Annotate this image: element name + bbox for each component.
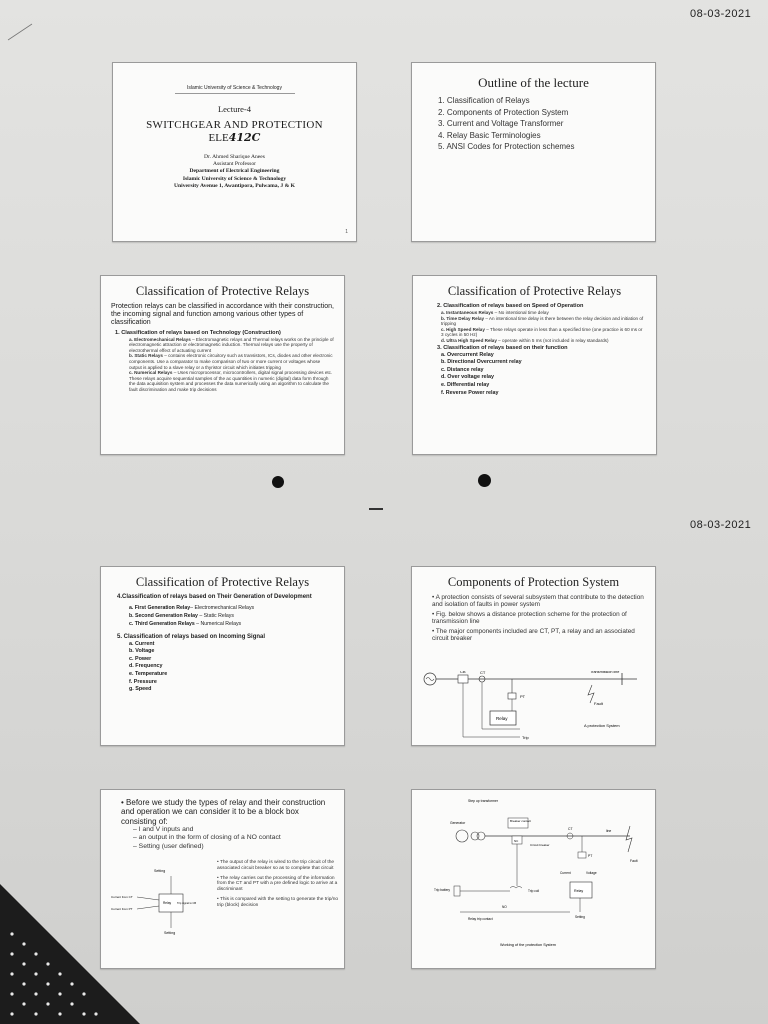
outline-item: 3. Current and Voltage Transformer	[438, 119, 564, 128]
list-item: e. Differential relay	[441, 381, 490, 388]
working-protection-diagram	[420, 796, 645, 961]
slide-components	[411, 566, 656, 746]
section-heading: 3. Classification of relays based on their function	[437, 344, 568, 351]
svg-text:Relay: Relay	[496, 716, 508, 721]
svg-text:CB: CB	[460, 671, 466, 674]
lecturer-designation: Assistant Professor	[212, 161, 257, 168]
svg-text:Relay: Relay	[574, 889, 584, 893]
page-number: 1	[345, 229, 348, 235]
course-code-prefix: ELE	[208, 132, 229, 144]
diagram-caption: Working of the protection System	[500, 943, 556, 947]
divider	[175, 93, 295, 94]
slide-title: Classification of Protective Relays	[135, 575, 310, 589]
svg-text:Circuit breaker: Circuit breaker	[530, 843, 550, 847]
date-middle: 08-03-2021	[690, 519, 752, 531]
svg-text:Breaker contact: Breaker contact	[510, 819, 532, 823]
svg-text:Trip signal to CB: Trip signal to CB	[177, 902, 197, 905]
list-item: a. First Generation Relay– Electromechanical Relays	[129, 604, 255, 611]
section-heading: 2. Classification of relays based on Speed of Operation	[437, 303, 584, 309]
svg-text:Setting: Setting	[164, 931, 176, 935]
svg-text:NC: NC	[514, 839, 519, 843]
list-item: b. Directional Overcurrent relay	[441, 359, 522, 366]
protection-system-diagram	[422, 671, 647, 741]
svg-text:Trip: Trip	[522, 735, 529, 740]
list-item: a. Electromechanical Relays – Electromagnetic relays and Thermal relays works on the principle of electromagnetic attraction or electromagnetic induction. Thermal relays use the property of electrothermal effect of actuating current	[129, 336, 334, 353]
svg-text:Current from PT: Current from PT	[111, 907, 133, 911]
bullet-item: • Before we study the types of relay and their construction and operation we can consider it to be a block box consisting of:	[121, 798, 326, 826]
slide-classification-generation	[100, 566, 345, 746]
slide-title-page	[112, 62, 357, 242]
svg-text:Setting: Setting	[575, 915, 585, 919]
list-item: b. Time Delay Relay – An intentional time delay is there between the relay decision and initiation of tripping	[441, 315, 644, 327]
list-item: c. Power	[129, 655, 152, 662]
svg-text:Current from CT: Current from CT	[111, 895, 133, 899]
list-item: f. Reverse Power relay	[441, 389, 499, 396]
circuit-breaker	[458, 675, 468, 683]
svg-text:Current: Current	[560, 871, 571, 875]
dash-item: – an output in the form of closing of a NO contact	[133, 834, 281, 842]
list-item: a. Current	[129, 640, 155, 647]
lecture-number: Lecture-4	[217, 104, 252, 114]
list-item: d. Ultra High Speed Relay – operate within 5 ms (not included in relay standards)	[441, 337, 609, 343]
list-item: g. Speed	[129, 686, 152, 693]
list-item: f. Pressure	[129, 678, 157, 685]
address: University Avenue 1, Awantipora, Pulwama, J & K	[174, 182, 295, 189]
svg-text:CT: CT	[568, 827, 573, 831]
university-header: Islamic University of Science & Technology	[187, 85, 282, 91]
outline-item: 1. Classification of Relays	[438, 96, 530, 105]
lecturer-name: Dr. Ahmed Sharique Anees	[204, 154, 265, 160]
fold-mark	[369, 508, 383, 510]
list-item: e. Temperature	[129, 670, 168, 677]
department: Department of Electrical Engineering	[189, 168, 280, 175]
slide-title: Classification of Protective Relays	[135, 284, 310, 298]
outline-item: 2. Components of Protection System	[438, 107, 569, 117]
list-item: a. Instantaneous Relays – No intentional time delay	[441, 310, 549, 315]
hole-punch	[478, 474, 491, 487]
fault-icon	[626, 826, 632, 852]
svg-text:Relay: Relay	[163, 901, 172, 905]
section-heading: 1. Classification of relays based on Technology (Construction)	[115, 329, 281, 336]
bullet-item: • The major components included are CT, PT, a relay and an associated circuit breaker	[432, 627, 635, 643]
generator-icon	[456, 830, 468, 842]
list-item: c. High Speed Relay – These relays operate in less than a specified time (one practice is 60 ms or 3 cycles in 50 Hz)	[441, 326, 643, 338]
dash-item: – Setting (user defined)	[133, 842, 204, 850]
svg-text:PT: PT	[520, 694, 526, 699]
list-item: a. Overcurrent Relay	[441, 351, 494, 358]
trip-coil-icon	[510, 887, 522, 889]
svg-text:Setting: Setting	[154, 869, 166, 873]
institute: Islamic University of Science & Technology	[182, 175, 287, 182]
bullet-item: • A protection consists of several subsystem that contribute to the detection and isolation of faults in power system	[432, 594, 644, 609]
slide-title: Outline of the lecture	[478, 75, 589, 90]
list-item: d. Frequency	[129, 663, 163, 670]
slide-classification-technology	[100, 275, 345, 455]
svg-text:PT: PT	[588, 854, 593, 858]
course-code-handwritten: 412C	[228, 131, 261, 144]
note-item: • This is compared with the setting to generate the trip/no trip (block) decision	[217, 896, 339, 908]
list-item: b. Second Generation Relay – Static Relays	[129, 612, 234, 619]
svg-text:line: line	[606, 829, 612, 833]
list-item: c. Numerical Relays – Uses microprocessor, microcontrollers, digital signal processing devices etc. These relays acquire sequential samples of the ac quantities in numeric (digital) data form through the data acquisition system and processes the data numerically using an algorithm to calculate the fault discrimination and make trip decisions	[129, 370, 333, 392]
pt-icon	[578, 852, 586, 858]
list-item: c. Third Generation Relays – Numerical Relays	[129, 620, 242, 627]
section-heading: 4.Classification of relays based on Their Generation of Development	[117, 594, 312, 600]
hole-punch	[272, 476, 284, 488]
svg-text:Trip coil: Trip coil	[528, 889, 540, 893]
svg-text:Fault: Fault	[594, 701, 603, 706]
bullet-item: • Fig. below shows a distance protection scheme for the protection of transmission line	[432, 610, 627, 626]
intro-text: Protection relays can be classified in accordance with their construction, the incoming signal and function among various other types of classification	[111, 303, 334, 327]
svg-text:CT: CT	[480, 671, 486, 675]
list-item: b. Voltage	[129, 648, 155, 655]
dash-item: – I and V inputs and	[133, 826, 194, 834]
dotted-pattern-decoration	[0, 884, 150, 1024]
course-code	[123, 131, 346, 144]
svg-text:Generator: Generator	[450, 821, 466, 825]
date-top: 08-03-2021	[690, 8, 752, 20]
svg-text:Voltage: Voltage	[586, 871, 597, 875]
slide-outline	[411, 62, 656, 242]
list-item: d. Over voltage relay	[441, 374, 495, 381]
diagram-caption: A protection System	[584, 723, 620, 728]
slide-classification-speed	[412, 275, 657, 455]
svg-text:Step up transformer: Step up transformer	[468, 799, 498, 803]
line-label: Transmission line	[590, 671, 620, 674]
outline-item: 5. ANSI Codes for Protection schemes	[438, 142, 575, 151]
outline-item: 4. Relay Basic Terminologies	[438, 130, 541, 140]
svg-text:Trip battery: Trip battery	[434, 888, 451, 892]
note-item: • The relay carries out the processing of the information from the CT and PT with a pre defined logic to arrive at a discriminant	[217, 875, 338, 893]
svg-text:Relay trip contact: Relay trip contact	[468, 917, 493, 921]
pt-icon	[508, 693, 516, 699]
svg-text:Fault: Fault	[630, 859, 638, 863]
course-title: SWITCHGEAR AND PROTECTION	[146, 119, 323, 131]
slide-title: Classification of Protective Relays	[447, 284, 622, 298]
list-item: c. Distance relay	[441, 366, 484, 373]
note-item: • The output of the relay is wired to the trip circuit of the associated circuit breaker so as to complete that circuit	[217, 860, 335, 871]
battery-icon	[454, 886, 460, 896]
slide-title: Components of Protection System	[447, 575, 620, 589]
svg-text:NO: NO	[502, 905, 507, 909]
list-item: b. Static Relays – contains electronic circuitory such as transistors, ICs, diodes and other electronic components. Use a comparator to make comparison of two or more current or voltages whose output is applied to a slave relay or a thyristor circuit which initiates tripping	[129, 353, 333, 370]
section-heading: 5. Classification of relays based on Incoming Signal	[117, 633, 266, 640]
slide-working-protection	[411, 789, 656, 969]
pen-mark	[6, 20, 36, 44]
